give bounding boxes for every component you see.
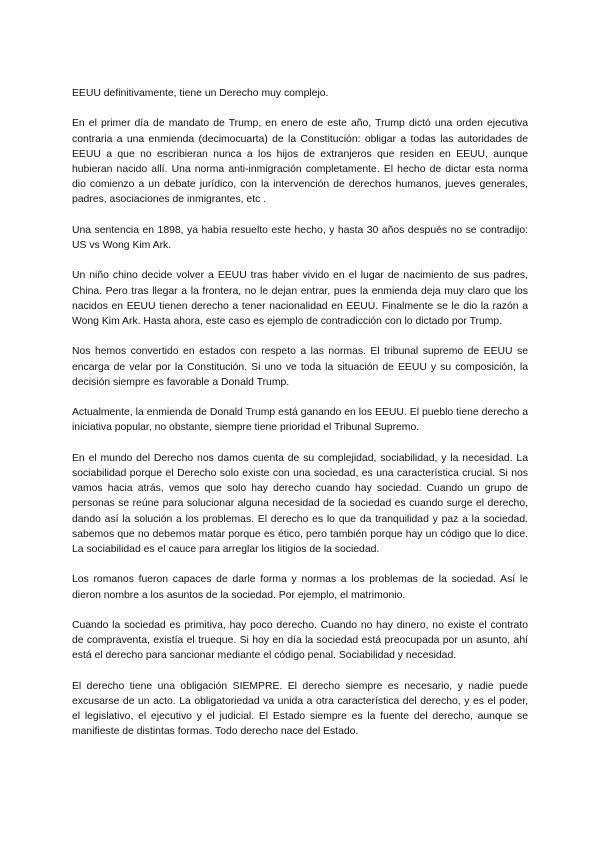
paragraph-5: Nos hemos convertido en estados con respeto a las normas. El tribunal supremo de EEUU se encarga de velar por la Constitución. Si uno ve toda la situación de EEUU y su composición, la decisión siempre es favorable a Donald Trump. bbox=[72, 346, 528, 388]
paragraph-6: Actualmente, la enmienda de Donald Trump está ganando en los EEUU. El pueblo tiene derecho a iniciativa popular, no obstante, siempre tiene prioridad el Tribunal Supremo. bbox=[72, 407, 528, 434]
paragraph-2: En el primer día de mandato de Trump, en enero de este año, Trump dictó una orden ejecutiva contraria a una enmienda (decimocuarta) de la Constitución: obligar a todas las autoridades de EEUU a que no escribieran nunca a los hijos de extranjeros que residen en EEUU, aunque hubieran nacido allí. Una norma anti-inmigración completamente. El hecho de dictar esta norma dio comienzo a un debate jurídico, con la intervención de derechos humanos, jueves generales, padres, asociaciones de inmigrantes, etc . bbox=[72, 118, 528, 206]
paragraph-1: EEUU definitivamente, tiene un Derecho muy complejo. bbox=[72, 88, 329, 99]
paragraph-10: El derecho tiene una obligación SIEMPRE. El derecho siempre es necesario, y nadie puede excusarse de un acto. La obligatoriedad va unida a otra característica del derecho, y es el poder, el legislativo, el ejecutivo y el judicial. El Estado siempre es la fuente del derecho, aunque se manifieste de distintas formas. Todo derecho nace del Estado. bbox=[72, 680, 528, 738]
paragraph-7: En el mundo del Derecho nos damos cuenta de su complejidad, sociabilidad, y la necesidad. La sociabilidad porque el Derecho solo existe con una sociedad, es una característica crucial. Si nos vamos hacia atrás, vemos que solo hay derecho cuando hay sociedad. Cuando un grupo de personas se reúne para solucionar alguna necesidad de la sociedad es cuando surge el derecho, dando así la solución a los problemas. El derecho es lo que da tranquilidad y paz a la sociedad. sabemos que no debemos matar porque es ético, pero también porque hay un código que lo dice. La sociabilidad es el cauce para arreglar los litigios de la sociedad. bbox=[72, 452, 528, 555]
paragraph-8: Los romanos fueron capaces de darle forma y normas a los problemas de la sociedad. Así le dieron nombre a los asuntos de la sociedad. Por ejemplo, el matrimonio. bbox=[72, 574, 528, 601]
paragraph-3: Una sentencia en 1898, ya había resuelto este hecho, y hasta 30 años después no se contradijo: US vs Wong Kim Ark. bbox=[72, 224, 528, 251]
document-body bbox=[72, 86, 528, 755]
paragraph-4: Un niño chino decide volver a EEUU tras haber vivido en el lugar de nacimiento de sus padres, China. Pero tras llegar a la frontera, no le dejan entrar, pues la enmienda deja muy claro que los nacidos en EEUU tienen derecho a tener nacionalidad en EEUU. Finalmente se le dio la razón a Wong Kim Ark. Hasta ahora, este caso es ejemplo de contradicción con lo dictado por Trump. bbox=[72, 270, 528, 327]
paragraph-9: Cuando la sociedad es primitiva, hay poco derecho. Cuando no hay dinero, no existe el contrato de compraventa, existía el trueque. Si hoy en día la sociedad está preocupada por un asunto, ahí está el derecho para sancionar mediante el código penal. Sociabilidad y necesidad. bbox=[72, 619, 528, 662]
